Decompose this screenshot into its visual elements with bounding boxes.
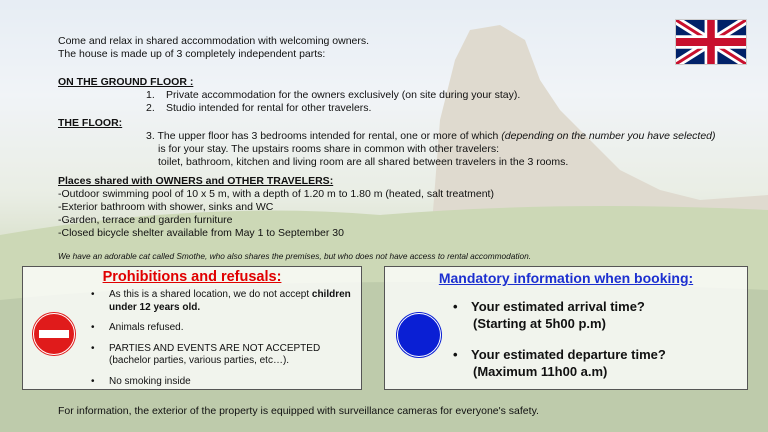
the-floor-heading: THE FLOOR: <box>58 117 123 129</box>
mandatory-title: Mandatory information when booking: <box>438 270 694 286</box>
no-entry-sign-icon <box>31 311 77 357</box>
item-number: 2. <box>146 102 155 114</box>
shared-item: -Garden, terrace and garden furniture <box>58 214 233 226</box>
the-floor-line-3: toilet, bathroom, kitchen and living room are all shared between travelers in the 3 rooms. <box>158 156 569 168</box>
item-bold: children under 12 years old. <box>109 289 351 313</box>
list-item <box>85 289 355 314</box>
camera-note: For information, the exterior of the property is equipped with surveillance cameras for everyone's safety. <box>58 405 539 417</box>
question: • Your estimated departure time? <box>471 347 666 362</box>
blue-circle-icon <box>395 311 443 359</box>
shared-item: -Exterior bathroom with shower, sinks and WC <box>58 201 274 213</box>
list-item: • PARTIES AND EVENTS ARE NOT ACCEPTED (bachelor parties, various parties, etc…). <box>85 343 355 368</box>
shared-item: -Outdoor swimming pool of 10 x 5 m, with a depth of 1.20 m to 1.80 m (heated, salt treatment) <box>58 188 494 200</box>
list-item <box>451 346 741 380</box>
ground-floor-heading: ON THE GROUND FLOOR : <box>58 76 194 88</box>
item-text: Private accommodation for the owners exclusively (on site during your stay). <box>166 89 521 101</box>
the-floor-line-1-text: 3. The upper floor has 3 bedrooms intended for rental, one or more of which <box>146 130 499 142</box>
shared-list <box>58 188 494 240</box>
shared-item: -Closed bicycle shelter available from May 1 to September 30 <box>58 227 344 239</box>
prohibitions-list <box>85 289 355 396</box>
mandatory-box <box>384 266 748 390</box>
intro-line-1: Come and relax in shared accommodation with welcoming owners. <box>58 35 370 47</box>
intro-line-2: The house is made up of 3 completely independent parts: <box>58 48 326 60</box>
prohibitions-title: Prohibitions and refusals: <box>102 269 282 285</box>
shared-heading: Places shared with OWNERS and OTHER TRAVELERS: <box>58 175 334 187</box>
list-item: • Animals refused. <box>85 322 355 335</box>
detail: (Starting at 5h00 p.m) <box>473 316 606 331</box>
question: • Your estimated arrival time? <box>471 299 645 314</box>
cat-note: We have an adorable cat called Smothe, who also shares the premises, but who does not have access to rental accommodation. <box>58 251 532 261</box>
list-item: • No smoking inside <box>85 376 355 389</box>
ground-floor-item <box>146 102 520 115</box>
prohibitions-box <box>22 266 362 390</box>
uk-flag-icon <box>675 19 747 65</box>
item-text: Studio intended for rental for other travelers. <box>166 102 372 114</box>
detail: (Maximum 11h00 a.m) <box>473 364 608 379</box>
item-text: As this is a shared location, we do not accept <box>109 289 312 300</box>
the-floor-line-1-italic: (depending on the number you have selected) <box>501 130 716 142</box>
intro-text <box>58 35 369 61</box>
ground-floor-list <box>146 89 520 115</box>
list-item <box>451 298 741 332</box>
the-floor-text <box>146 130 746 169</box>
ground-floor-item <box>146 89 520 102</box>
the-floor-line-1 <box>146 130 746 143</box>
the-floor-line-2: is for your stay. The upstairs rooms share in common with other travelers: <box>158 143 499 155</box>
item-number: 1. <box>146 89 155 101</box>
mandatory-list <box>451 298 741 394</box>
